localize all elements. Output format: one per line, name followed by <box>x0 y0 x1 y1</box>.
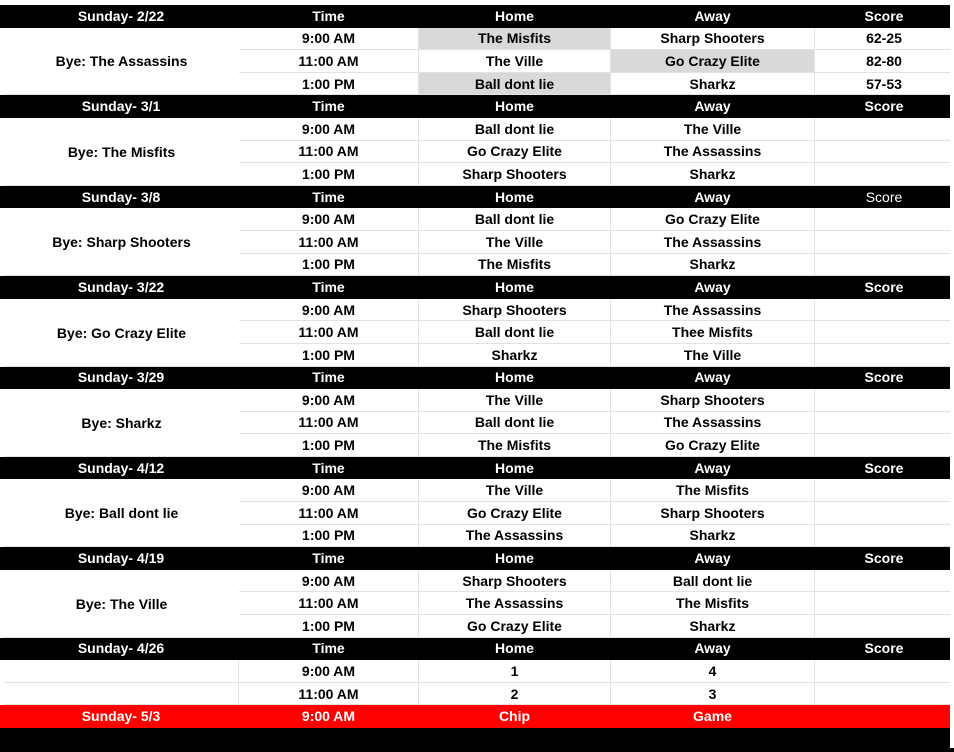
bye-cell[interactable] <box>4 479 239 502</box>
week-header-row <box>0 5 954 28</box>
bye-cell[interactable] <box>4 570 239 593</box>
away-team-cell[interactable]: Sharkz <box>611 615 815 638</box>
column-header-home[interactable]: Home <box>419 638 611 661</box>
column-header-time[interactable]: Time <box>239 186 419 209</box>
home-team-cell[interactable]: The Ville <box>419 50 611 73</box>
column-header-home[interactable]: Home <box>419 457 611 480</box>
column-header-home[interactable]: Home <box>419 95 611 118</box>
game-time-cell[interactable]: 1:00 PM <box>239 163 419 186</box>
score-cell[interactable] <box>815 525 954 548</box>
week-date-cell[interactable]: Sunday- 4/12 <box>4 457 239 480</box>
game-time-cell[interactable]: 1:00 PM <box>239 73 419 96</box>
column-header-time[interactable]: Time <box>239 276 419 299</box>
column-header-score[interactable]: Score <box>815 276 954 299</box>
bye-cell[interactable] <box>4 208 239 231</box>
week-date-cell[interactable]: Sunday- 3/1 <box>4 95 239 118</box>
bye-cell[interactable] <box>4 434 239 457</box>
game-row <box>0 231 954 254</box>
week-date-cell[interactable]: Sunday- 4/19 <box>4 547 239 570</box>
game-row <box>0 660 954 683</box>
game-row <box>0 118 954 141</box>
game-time-cell[interactable]: 11:00 AM <box>239 592 419 615</box>
home-team-cell[interactable]: Sharp Shooters <box>419 299 611 322</box>
away-team-cell[interactable]: Sharp Shooters <box>611 28 815 51</box>
game-time-cell[interactable]: 9:00 AM <box>239 299 419 322</box>
home-team-cell[interactable]: The Ville <box>419 389 611 412</box>
home-team-cell[interactable]: The Assassins <box>419 525 611 548</box>
game-time-cell[interactable]: 1:00 PM <box>239 525 419 548</box>
sheet-bottom-bar <box>0 728 954 752</box>
score-cell[interactable]: 62-25 <box>815 28 954 51</box>
game-row <box>0 163 954 186</box>
week-header-row <box>0 367 954 390</box>
home-team-cell[interactable]: The Misfits <box>419 254 611 277</box>
home-team-cell[interactable]: Sharp Shooters <box>419 570 611 593</box>
bye-cell[interactable] <box>4 141 239 164</box>
game-row <box>0 344 954 367</box>
final-away-cell[interactable]: Game <box>611 705 815 728</box>
column-header-time[interactable]: Time <box>239 367 419 390</box>
away-team-cell[interactable]: Go Crazy Elite <box>611 434 815 457</box>
column-header-away[interactable]: Away <box>611 638 815 661</box>
game-time-cell[interactable]: 11:00 AM <box>239 502 419 525</box>
away-team-cell[interactable]: The Ville <box>611 118 815 141</box>
game-row <box>0 208 954 231</box>
game-time-cell[interactable]: 9:00 AM <box>239 389 419 412</box>
score-cell[interactable]: 82-80 <box>815 50 954 73</box>
week-date-cell[interactable]: Sunday- 3/29 <box>4 367 239 390</box>
week-date-cell[interactable]: Sunday- 4/26 <box>4 638 239 661</box>
final-date-cell[interactable]: Sunday- 5/3 <box>4 705 239 728</box>
game-row <box>0 299 954 322</box>
home-team-cell[interactable]: Ball dont lie <box>419 321 611 344</box>
column-header-time[interactable]: Time <box>239 95 419 118</box>
column-header-home[interactable]: Home <box>419 5 611 28</box>
game-row <box>0 412 954 435</box>
home-team-cell[interactable]: Sharkz <box>419 344 611 367</box>
score-cell[interactable] <box>815 118 954 141</box>
game-row <box>0 525 954 548</box>
game-time-cell[interactable]: 9:00 AM <box>239 208 419 231</box>
week-date-cell[interactable]: Sunday- 2/22 <box>4 5 239 28</box>
column-header-time[interactable]: Time <box>239 547 419 570</box>
game-row <box>0 615 954 638</box>
bye-team-label: Bye: Go Crazy Elite <box>4 300 239 366</box>
game-time-cell[interactable]: 11:00 AM <box>239 683 419 706</box>
home-team-cell[interactable]: 1 <box>419 660 611 683</box>
game-row <box>0 50 954 73</box>
home-team-cell[interactable]: The Ville <box>419 479 611 502</box>
bye-cell[interactable] <box>4 683 239 706</box>
column-header-away[interactable]: Away <box>611 367 815 390</box>
bye-team-label: Bye: Ball dont lie <box>4 481 239 547</box>
score-cell[interactable] <box>815 570 954 593</box>
home-team-cell[interactable]: 2 <box>419 683 611 706</box>
score-cell[interactable] <box>815 592 954 615</box>
bye-cell[interactable] <box>4 502 239 525</box>
bye-cell[interactable] <box>4 321 239 344</box>
game-row <box>0 254 954 277</box>
game-row <box>0 434 954 457</box>
column-header-time[interactable]: Time <box>239 5 419 28</box>
game-time-cell[interactable]: 9:00 AM <box>239 570 419 593</box>
home-team-cell[interactable]: Sharp Shooters <box>419 163 611 186</box>
bye-team-label: Bye: The Ville <box>4 571 239 637</box>
game-row <box>0 592 954 615</box>
score-cell[interactable] <box>815 231 954 254</box>
week-header-row <box>0 276 954 299</box>
away-team-cell[interactable]: 3 <box>611 683 815 706</box>
bye-cell[interactable] <box>4 254 239 277</box>
away-team-cell[interactable]: Sharkz <box>611 73 815 96</box>
game-time-cell[interactable]: 9:00 AM <box>239 660 419 683</box>
column-header-score[interactable]: Score <box>815 457 954 480</box>
score-cell[interactable] <box>815 141 954 164</box>
away-team-cell[interactable]: The Misfits <box>611 479 815 502</box>
game-time-cell[interactable]: 1:00 PM <box>239 615 419 638</box>
column-header-away[interactable]: Away <box>611 547 815 570</box>
sheet-right-margin <box>950 0 954 748</box>
score-cell[interactable] <box>815 254 954 277</box>
score-cell[interactable] <box>815 344 954 367</box>
score-cell[interactable] <box>815 502 954 525</box>
final-home-cell[interactable]: Chip <box>419 705 611 728</box>
game-time-cell[interactable]: 9:00 AM <box>239 28 419 51</box>
home-team-cell[interactable]: The Misfits <box>419 434 611 457</box>
home-team-cell[interactable]: Ball dont lie <box>419 208 611 231</box>
bye-team-label: Bye: Sharp Shooters <box>4 209 239 275</box>
away-team-cell[interactable]: The Assassins <box>611 299 815 322</box>
bye-team-label: Bye: The Misfits <box>4 119 239 185</box>
home-team-cell[interactable]: Go Crazy Elite <box>419 141 611 164</box>
column-header-score[interactable]: Score <box>815 638 954 661</box>
game-time-cell[interactable]: 1:00 PM <box>239 434 419 457</box>
championship-row <box>0 705 954 728</box>
away-team-cell[interactable]: The Assassins <box>611 412 815 435</box>
game-time-cell[interactable]: 11:00 AM <box>239 412 419 435</box>
column-header-away[interactable]: Away <box>611 457 815 480</box>
bye-cell[interactable] <box>4 592 239 615</box>
bye-cell[interactable] <box>4 50 239 73</box>
final-score-cell[interactable] <box>815 705 954 728</box>
game-time-cell[interactable]: 11:00 AM <box>239 231 419 254</box>
bye-cell[interactable] <box>4 412 239 435</box>
week-date-cell[interactable]: Sunday- 3/22 <box>4 276 239 299</box>
week-header-row <box>0 638 954 661</box>
game-time-cell[interactable]: 9:00 AM <box>239 479 419 502</box>
away-team-cell[interactable]: The Misfits <box>611 592 815 615</box>
week-header-row <box>0 186 954 209</box>
score-cell[interactable] <box>815 208 954 231</box>
score-cell[interactable] <box>815 615 954 638</box>
away-team-cell[interactable]: Go Crazy Elite <box>611 50 815 73</box>
score-cell[interactable] <box>815 479 954 502</box>
away-team-cell[interactable]: 4 <box>611 660 815 683</box>
score-cell[interactable] <box>815 660 954 683</box>
column-header-score[interactable]: Score <box>815 547 954 570</box>
score-cell[interactable] <box>815 412 954 435</box>
week-date-cell[interactable]: Sunday- 3/8 <box>4 186 239 209</box>
score-cell[interactable] <box>815 389 954 412</box>
game-row <box>0 570 954 593</box>
bye-team-label: Bye: The Assassins <box>4 29 239 95</box>
week-header-row <box>0 457 954 480</box>
game-row <box>0 73 954 96</box>
game-row <box>0 502 954 525</box>
away-team-cell[interactable]: Sharkz <box>611 254 815 277</box>
score-cell[interactable] <box>815 683 954 706</box>
week-header-row <box>0 95 954 118</box>
game-row <box>0 389 954 412</box>
score-cell[interactable]: 57-53 <box>815 73 954 96</box>
home-team-cell[interactable]: Ball dont lie <box>419 412 611 435</box>
game-row <box>0 141 954 164</box>
away-team-cell[interactable]: The Assassins <box>611 231 815 254</box>
home-team-cell[interactable]: The Misfits <box>419 28 611 51</box>
away-team-cell[interactable]: Thee Misfits <box>611 321 815 344</box>
game-time-cell[interactable]: 1:00 PM <box>239 254 419 277</box>
home-team-cell[interactable]: The Assassins <box>419 592 611 615</box>
column-header-score[interactable]: Score <box>815 186 954 209</box>
game-time-cell[interactable]: 11:00 AM <box>239 321 419 344</box>
game-row <box>0 28 954 51</box>
game-time-cell[interactable]: 11:00 AM <box>239 50 419 73</box>
away-team-cell[interactable]: The Assassins <box>611 141 815 164</box>
home-team-cell[interactable]: Ball dont lie <box>419 73 611 96</box>
week-header-row <box>0 547 954 570</box>
game-row <box>0 479 954 502</box>
column-header-time[interactable]: Time <box>239 457 419 480</box>
away-team-cell[interactable]: Ball dont lie <box>611 570 815 593</box>
bye-team-label: Bye: Sharkz <box>4 390 239 456</box>
bye-cell[interactable] <box>4 660 239 683</box>
home-team-cell[interactable]: Go Crazy Elite <box>419 502 611 525</box>
bye-cell[interactable] <box>4 615 239 638</box>
score-cell[interactable] <box>815 163 954 186</box>
final-time-cell[interactable]: 9:00 AM <box>239 705 419 728</box>
away-team-cell[interactable]: Sharkz <box>611 525 815 548</box>
bye-cell[interactable] <box>4 344 239 367</box>
away-team-cell[interactable]: The Ville <box>611 344 815 367</box>
bye-cell[interactable] <box>4 28 239 51</box>
bye-cell[interactable] <box>4 163 239 186</box>
column-header-score[interactable]: Score <box>815 95 954 118</box>
home-team-cell[interactable]: Ball dont lie <box>419 118 611 141</box>
column-header-home[interactable]: Home <box>419 367 611 390</box>
bye-cell[interactable] <box>4 231 239 254</box>
score-cell[interactable] <box>815 299 954 322</box>
bye-cell[interactable] <box>4 389 239 412</box>
column-header-home[interactable]: Home <box>419 547 611 570</box>
away-team-cell[interactable]: Sharp Shooters <box>611 502 815 525</box>
game-time-cell[interactable]: 1:00 PM <box>239 344 419 367</box>
game-time-cell[interactable]: 11:00 AM <box>239 141 419 164</box>
score-cell[interactable] <box>815 321 954 344</box>
score-cell[interactable] <box>815 434 954 457</box>
game-time-cell[interactable]: 9:00 AM <box>239 118 419 141</box>
bye-cell[interactable] <box>4 299 239 322</box>
column-header-away[interactable]: Away <box>611 276 815 299</box>
column-header-away[interactable]: Away <box>611 5 815 28</box>
column-header-time[interactable]: Time <box>239 638 419 661</box>
column-header-away[interactable]: Away <box>611 186 815 209</box>
game-row <box>0 321 954 344</box>
game-row <box>0 683 954 706</box>
home-team-cell[interactable]: The Ville <box>419 231 611 254</box>
column-header-score[interactable]: Score <box>815 5 954 28</box>
home-team-cell[interactable]: Go Crazy Elite <box>419 615 611 638</box>
bye-cell[interactable] <box>4 525 239 548</box>
column-header-away[interactable]: Away <box>611 95 815 118</box>
column-header-home[interactable]: Home <box>419 186 611 209</box>
column-header-score[interactable]: Score <box>815 367 954 390</box>
away-team-cell[interactable]: Sharkz <box>611 163 815 186</box>
schedule-sheet <box>0 5 954 728</box>
column-header-home[interactable]: Home <box>419 276 611 299</box>
bye-cell[interactable] <box>4 73 239 96</box>
bye-cell[interactable] <box>4 118 239 141</box>
away-team-cell[interactable]: Sharp Shooters <box>611 389 815 412</box>
away-team-cell[interactable]: Go Crazy Elite <box>611 208 815 231</box>
